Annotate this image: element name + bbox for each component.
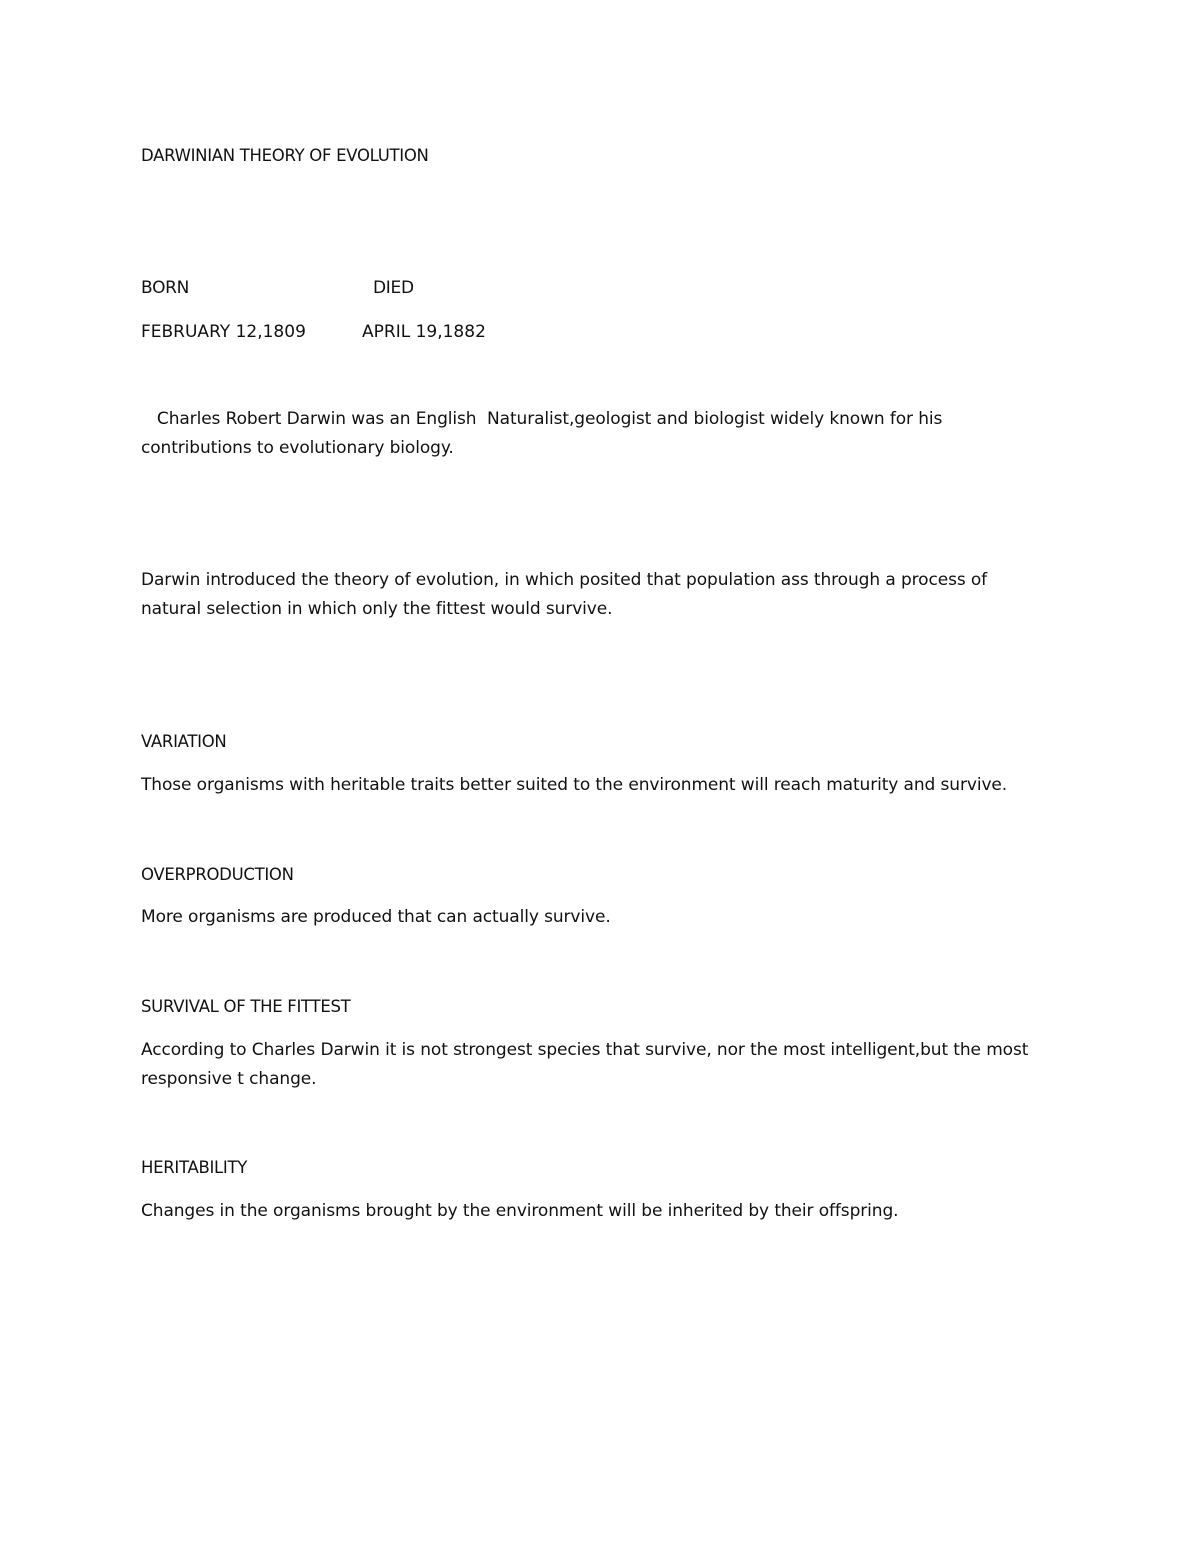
life-dates-row bbox=[141, 318, 741, 347]
born-date: FEBRUARY 12,1809 bbox=[141, 322, 306, 342]
died-date: APRIL 19,1882 bbox=[362, 322, 486, 342]
born-label: BORN bbox=[141, 278, 190, 298]
section-text-overproduction: More organisms are produced that can actually survive. bbox=[141, 907, 611, 927]
document-title: DARWINIAN THEORY OF EVOLUTION bbox=[141, 146, 429, 165]
section-heading-heritability: HERITABILITY bbox=[141, 1158, 248, 1177]
section-heading-variation: VARIATION bbox=[141, 732, 227, 751]
died-label: DIED bbox=[373, 278, 414, 298]
section-text-survival: According to Charles Darwin it is not strongest species that survive, nor the most intelligent,but the most responsive t change. bbox=[141, 1040, 1029, 1089]
section-heading-survival: SURVIVAL OF THE FITTEST bbox=[141, 997, 351, 1016]
intro-paragraph: Charles Robert Darwin was an English Naturalist,geologist and biologist widely known for his contributions to evolutionary biology. bbox=[141, 409, 948, 458]
section-heading-overproduction: OVERPRODUCTION bbox=[141, 865, 294, 884]
life-labels-row bbox=[141, 274, 741, 303]
theory-paragraph: Darwin introduced the theory of evolution, in which posited that population ass through a process of natural selection in which only the fittest would survive. bbox=[141, 570, 988, 619]
section-text-heritability: Changes in the organisms brought by the environment will be inherited by their offspring. bbox=[141, 1201, 899, 1221]
section-text-variation: Those organisms with heritable traits better suited to the environment will reach maturity and survive. bbox=[141, 775, 1008, 795]
